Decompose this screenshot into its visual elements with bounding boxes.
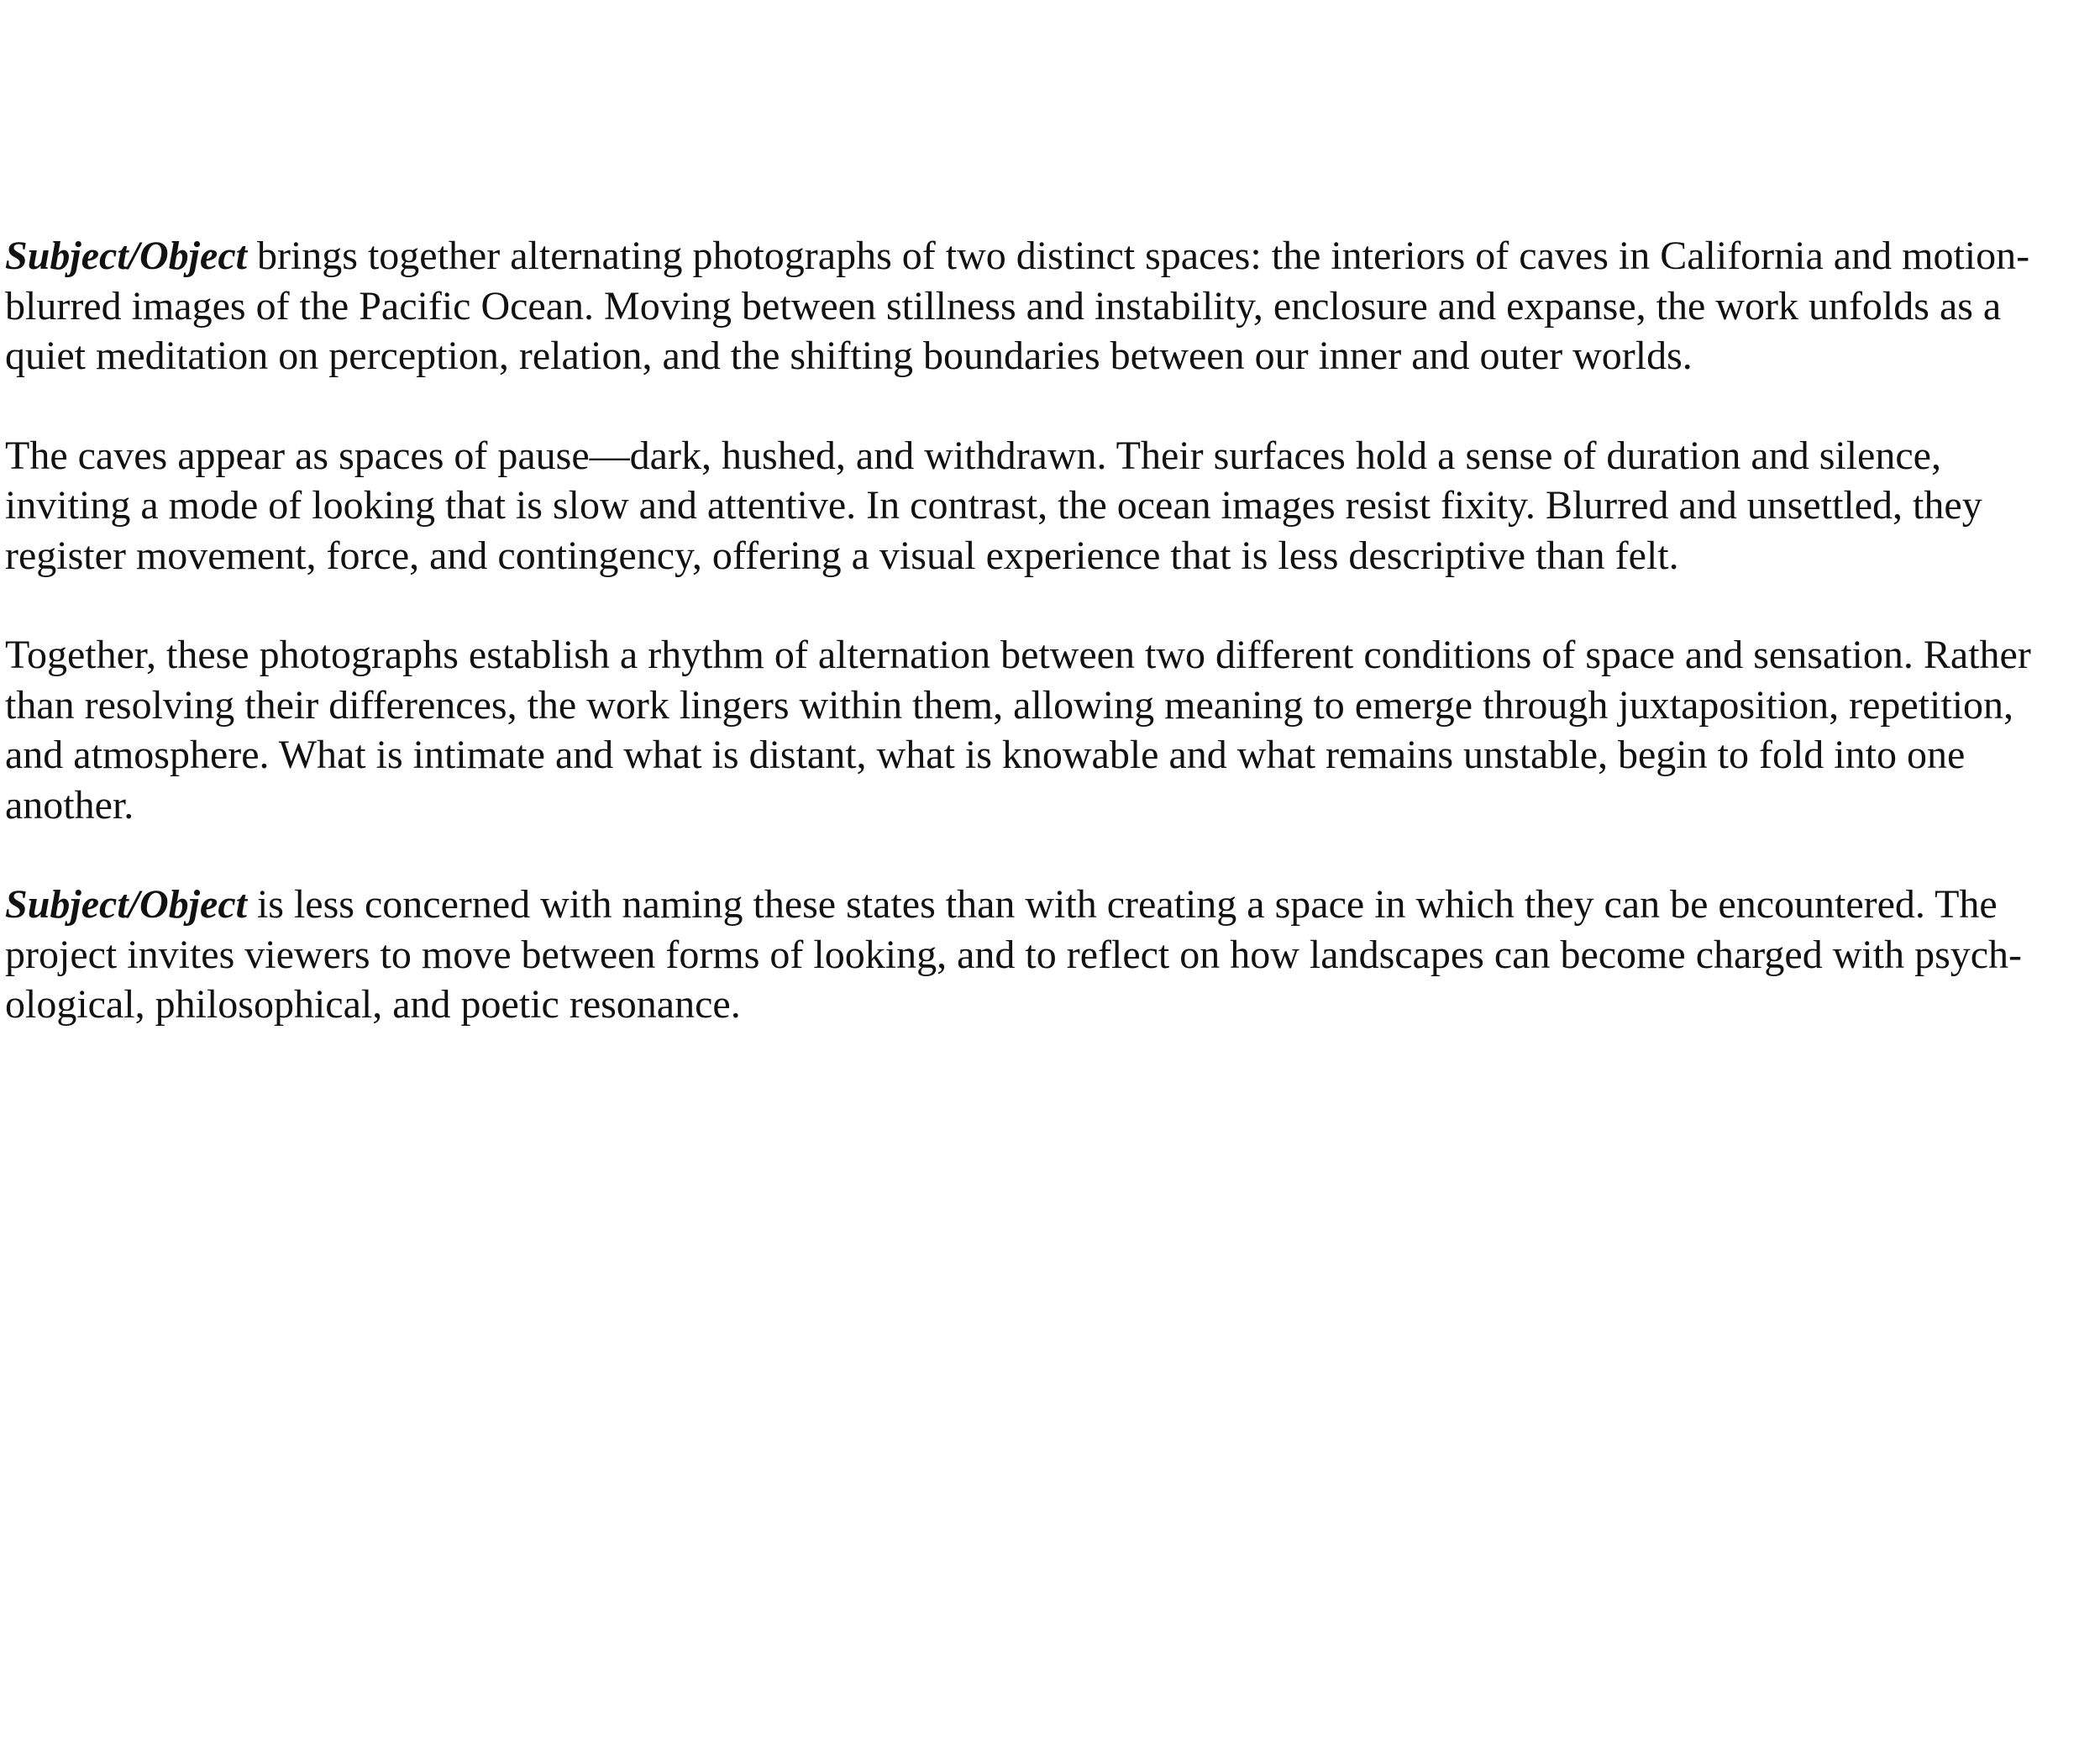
project-title-repeat: Subject/Object bbox=[5, 882, 247, 927]
paragraph-3 bbox=[5, 630, 2080, 830]
paragraph-1-line-2: blurred images of the Pacific Ocean. Moving between stillness and instability, enclosure and expanse, the work unfolds as a bbox=[5, 283, 2002, 328]
paragraph-3-line-4: another. bbox=[5, 782, 134, 828]
paragraph-4 bbox=[5, 880, 2080, 1030]
paragraph-2-line-2: inviting a mode of looking that is slow and attentive. In contrast, the ocean images resist fixity. Blurred and unsettled, they bbox=[5, 483, 1982, 528]
paragraph-1-line-3: quiet meditation on perception, relation, and the shifting boundaries between our inner and outer worlds. bbox=[5, 334, 1693, 378]
artist-statement bbox=[5, 231, 2080, 1030]
paragraph-4-line-2: project invites viewers to move between forms of looking, and to reflect on how landscapes can become charged with psych- bbox=[5, 932, 2023, 977]
paragraph-4-line-1: Subject/Object is less concerned with naming these states than with creating a space in which they can be encountered. The bbox=[5, 882, 1998, 927]
paragraph-4-line-3: ological, philosophical, and poetic resonance. bbox=[5, 982, 741, 1027]
paragraph-3-line-3: and atmosphere. What is intimate and what is distant, what is knowable and what remains unstable, begin to fold into one bbox=[5, 733, 1966, 777]
project-title: Subject/Object bbox=[5, 234, 247, 278]
paragraph-3-line-2: than resolving their differences, the work lingers within them, allowing meaning to emerge through juxtaposition, repetition, bbox=[5, 682, 2014, 728]
paragraph-2 bbox=[5, 431, 2080, 581]
paragraph-1-line-1: Subject/Object brings together alternating photographs of two distinct spaces: the interiors of caves in California and motion- bbox=[5, 234, 2030, 278]
paragraph-2-line-1: The caves appear as spaces of pause—dark, hushed, and withdrawn. Their surfaces hold a sense of duration and silence, bbox=[5, 433, 1941, 478]
paragraph-3-line-1: Together, these photographs establish a rhythm of alternation between two different conditions of space and sensation. Rather bbox=[5, 633, 2031, 677]
paragraph-2-line-3: register movement, force, and contingency, offering a visual experience that is less descriptive than felt. bbox=[5, 533, 1679, 578]
paragraph-1 bbox=[5, 231, 2080, 381]
